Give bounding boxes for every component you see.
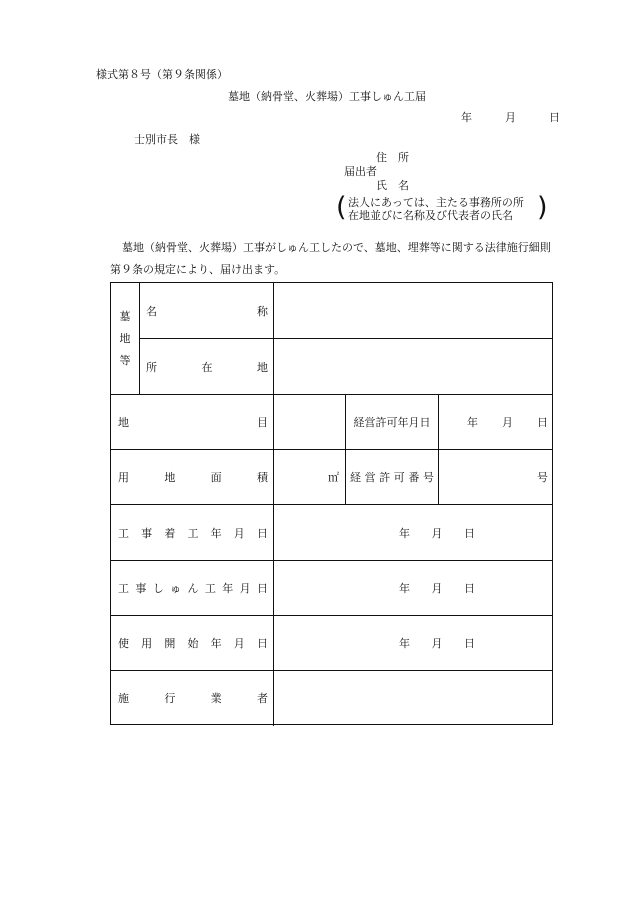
ymd-char: 月	[502, 416, 513, 429]
cemetery-location-label	[146, 339, 268, 394]
label-char: 日	[257, 582, 268, 595]
completion-form-table	[110, 282, 553, 725]
contractor-field[interactable]	[274, 671, 553, 725]
form-title: 墓地（納骨堂、火葬場）工事しゅん工届	[228, 90, 426, 103]
label-char: 号	[422, 471, 434, 484]
label-char: 営	[364, 471, 376, 484]
label-char: 施	[118, 692, 129, 705]
label-char: 積	[256, 471, 268, 484]
ymd-char: 月	[431, 582, 443, 595]
completion-date-label	[118, 561, 268, 615]
label-char: 使	[118, 637, 129, 650]
label-char: 称	[257, 304, 268, 318]
label-char: 墓	[119, 309, 131, 323]
label-char: 可	[393, 471, 405, 484]
land-area-label	[118, 450, 268, 504]
label-char: し	[152, 582, 164, 595]
label-char: 工	[204, 582, 216, 595]
ymd-char: 日	[537, 416, 548, 429]
cemetery-name-field[interactable]	[274, 283, 553, 338]
label-char: 者	[256, 692, 268, 705]
corp-note-line1: 法人にあっては、主たる事務所の所	[348, 196, 524, 209]
label-char: 開	[164, 637, 176, 650]
ymd-char: 年	[399, 526, 410, 540]
label-char: 月	[233, 526, 245, 540]
label-char: 工	[187, 526, 199, 540]
label-char: 経	[350, 471, 361, 484]
left-paren: (	[336, 192, 347, 223]
label-char: ん	[187, 582, 199, 595]
body-text: 墓地（納骨堂、火葬場）工事がしゅん工したので、墓地、埋葬等に関する法律施行細則第９条の規定により、届け出ます。	[110, 241, 551, 276]
right-paren: )	[537, 192, 548, 223]
ymd-char: 年	[467, 416, 478, 429]
cemetery-group-label	[111, 283, 139, 394]
ymd-char: 日	[464, 582, 475, 595]
form-number: 様式第８号（第９条関係）	[96, 68, 228, 81]
ymd-char: 月	[431, 526, 443, 540]
label-char: 番	[408, 471, 420, 484]
label-char: 用	[118, 471, 129, 484]
date-day: 日	[549, 111, 560, 124]
label-char: 事	[141, 526, 153, 540]
label-char: 名	[146, 304, 157, 318]
ymd-char: 年	[399, 582, 410, 595]
land-category-label	[118, 395, 268, 449]
number-suffix: 号	[537, 471, 548, 484]
label-char: 工	[118, 526, 129, 540]
address-label: 住 所	[376, 151, 409, 164]
name-label: 氏 名	[376, 179, 409, 192]
label-char: 工	[118, 582, 129, 595]
label-char: 事	[135, 582, 147, 595]
label-char: 年	[210, 637, 222, 650]
permit-number-label	[350, 450, 434, 504]
date-month: 月	[505, 111, 516, 124]
label-char: 始	[187, 637, 199, 650]
cemetery-name-label	[146, 283, 268, 338]
completion-date-field[interactable]	[399, 561, 475, 615]
label-char: ゅ	[170, 582, 182, 595]
label-char: 所	[146, 360, 157, 374]
permit-date-label: 経営許可年月日	[353, 416, 431, 429]
label-char: 地	[119, 331, 131, 345]
ymd-char: 年	[399, 637, 410, 650]
area-unit: ㎡	[328, 471, 339, 484]
label-char: 日	[256, 526, 268, 540]
use-start-date-label	[118, 616, 268, 670]
label-char: 用	[141, 637, 153, 650]
corp-note-line2: 在地並びに名称及び代表者の氏名	[348, 209, 513, 222]
addressee: 士別市長 様	[134, 133, 200, 146]
permit-number-field[interactable]	[439, 450, 548, 504]
label-char: 地	[257, 360, 268, 374]
label-char: 年	[222, 582, 234, 595]
contractor-label	[118, 671, 268, 725]
label-char: 目	[257, 416, 268, 429]
label-char: 地	[164, 471, 176, 484]
label-char: 着	[164, 526, 176, 540]
label-char: 在	[201, 360, 213, 374]
construction-start-label	[118, 505, 268, 560]
filer-label: 届出者	[344, 165, 377, 178]
label-char: 月	[233, 637, 245, 650]
land-area-field[interactable]	[274, 450, 339, 504]
label-char: 年	[210, 526, 222, 540]
construction-start-field[interactable]	[399, 505, 475, 560]
label-char: 行	[164, 692, 176, 705]
label-char: 許	[379, 471, 391, 484]
ymd-char: 日	[464, 637, 475, 650]
label-char: 等	[119, 353, 131, 367]
ymd-char: 日	[464, 526, 475, 540]
label-char: 日	[256, 637, 268, 650]
date-year: 年	[461, 111, 472, 124]
label-char: 業	[210, 692, 222, 705]
label-char: 面	[210, 471, 222, 484]
permit-date-field[interactable]	[467, 395, 548, 449]
submission-date	[461, 109, 560, 125]
ymd-char: 月	[431, 637, 443, 650]
use-start-date-field[interactable]	[399, 616, 475, 670]
cemetery-location-field[interactable]	[274, 339, 553, 394]
land-category-field[interactable]	[274, 395, 345, 449]
label-char: 地	[118, 416, 129, 429]
label-char: 月	[239, 582, 251, 595]
